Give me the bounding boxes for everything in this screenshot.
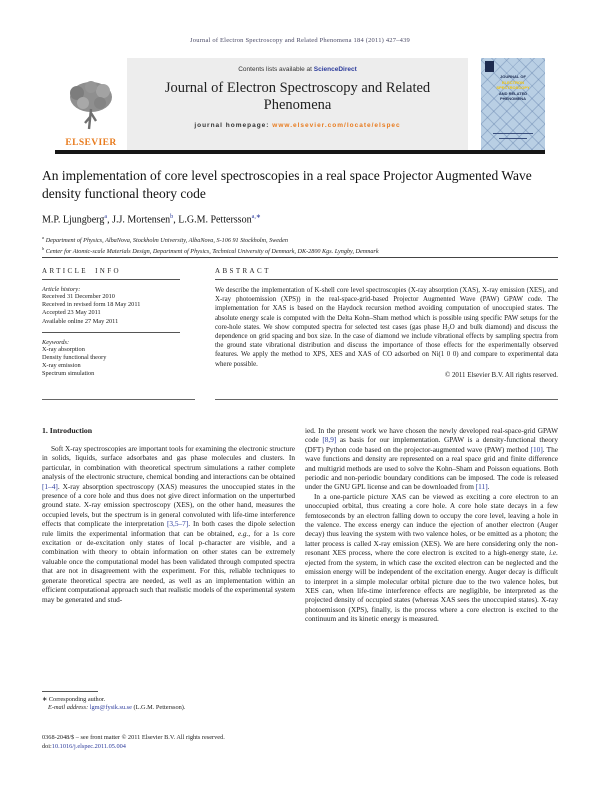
elsevier-tree-icon bbox=[65, 79, 117, 138]
cover-corner-decoration bbox=[485, 61, 494, 72]
text-segment: . X-ray absorption spectroscopy (XAS) measures the unoccupied states in the presence of a core hole and thus does not give direct information on the unperturbed ground state. X-ray emission spectroscopy (XES), on the other hand, measures the occupied levels, but the spectrum is in general convoluted with life-time interference effects that complicate the interpretation bbox=[42, 481, 295, 529]
affiliation bbox=[42, 245, 558, 256]
history-item: Accepted 23 May 2011 bbox=[42, 309, 101, 317]
abstract-heading: ABSTRACT bbox=[215, 267, 271, 275]
masthead-banner bbox=[127, 58, 468, 150]
body-column-right bbox=[305, 426, 558, 684]
doi-link[interactable]: 10.1016/j.elspec.2011.05.004 bbox=[51, 742, 126, 750]
corresponding-author-note bbox=[42, 691, 295, 713]
article-history-label: Article history: bbox=[42, 286, 81, 293]
issn-copyright-line: 0368-2048/$ – see front matter © 2011 Elsevier B.V. All rights reserved. bbox=[42, 734, 225, 741]
keyword-item: Density functional theory bbox=[42, 354, 107, 362]
text-segment: Department of Physics, AlbaNova, Stockholm University, AlbaNova, S-106 91 Stockholm, Sweden bbox=[44, 237, 288, 245]
keyword-item: X-ray absorption bbox=[42, 345, 85, 353]
doi-line bbox=[42, 743, 392, 752]
text-segment: a bbox=[42, 235, 45, 240]
text-segment: b bbox=[42, 246, 45, 252]
journal-homepage-line bbox=[127, 122, 468, 129]
corresponding-author-line: ∗ Corresponding author. bbox=[42, 696, 106, 703]
text-segment: i.e. bbox=[549, 548, 558, 558]
text-segment: Contents lists available at bbox=[238, 66, 314, 73]
journal-cover-thumbnail bbox=[481, 58, 545, 150]
running-head: Journal of Electron Spectroscopy and Related Phenomena 184 (2011) 427–439 bbox=[190, 37, 410, 44]
citation-link[interactable]: [3,5–7] bbox=[166, 519, 189, 529]
history-item: Received 31 December 2010 bbox=[42, 293, 115, 300]
text-segment: e.g. bbox=[237, 528, 249, 538]
text-segment: , J.J. Mortensen bbox=[107, 214, 171, 226]
cover-title bbox=[481, 74, 545, 102]
authors-line bbox=[42, 213, 558, 225]
keyword-item: X-ray emission bbox=[42, 362, 81, 370]
text-segment: . In both cases the dipole selection rule limits the experimental information that can be obtained, bbox=[42, 519, 295, 538]
footnote-divider bbox=[42, 691, 98, 692]
text-segment: a,∗ bbox=[251, 213, 262, 220]
text-segment: In a one-particle picture XAS can be viewed as exciting a core electron to an unoccupied orbital, thus creating a core hole. A core hole state decays in a few femtoseconds by an electron falling down to occupy the core level, leaving a hole in the valence. The excess energy can induce the ejection of another electron (Auger decay) thus leaving the system with two valence holes, or be emitted as a photon; the latter process is called X-ray emission (XES). We are here considering only the non-resonant XES process, where the core electron is excited to a high-energy state, bbox=[305, 491, 558, 558]
contents-available-line bbox=[127, 66, 468, 73]
body-paragraph bbox=[42, 444, 295, 604]
text-segment: Center for Atomic-scale Materials Design, Department of Physics, Technical University of Denmark, DK-2800 Kgs. Lyngby, Denmark bbox=[44, 248, 379, 256]
elsevier-logo bbox=[55, 58, 127, 150]
text-segment: , L.G.M. Pettersson bbox=[173, 214, 252, 226]
abstract-column bbox=[215, 258, 558, 400]
info-abstract-section bbox=[42, 257, 558, 400]
body-paragraph bbox=[305, 426, 558, 492]
text-segment: M.P. Ljungberg bbox=[42, 214, 105, 226]
text-segment: journal homepage: bbox=[194, 122, 273, 129]
journal-title: Journal of Electron Spectroscopy and Related Phenomena bbox=[164, 80, 431, 113]
keywords-label: Keywords: bbox=[42, 338, 70, 346]
text-segment: . The wave functions and density are represented on a real space grid and finite difference and multigrid methods are used to solve the Kohn–Sham and Poisson equations. Both periodic and non-periodic boundary conditions can be imposed. The code is released under the GNU GPL license and can be downloaded from bbox=[305, 444, 558, 492]
cover-title-line: SPECTROSCOPY bbox=[496, 85, 530, 90]
cover-footer-line bbox=[493, 133, 533, 134]
body-text-section bbox=[42, 426, 558, 684]
abstract-text: We describe the implementation of K-shell core level spectroscopies (X-ray absorption (XAS), X-ray emission (XES), and X-ray photoemission (XPS)) in the real-space-grid-based Projector Augmented Wave (PAW) GPAW code. The implementation for XAS is based on the Haydock recursion method avoiding computation of unoccupied states. The absolute energy scale is computed with the Delta Kohn–Sham method which is possible using specific PAW setups for the core-hole states. We show computed spectra for selected test cases (gas phase H₂O and bulk diamond) and discuss the dependence on grid spacing and box size. In the case of diamond we include vibrational effects by sampling spectra from the ground state vibrational distribution and discuss the importance of those effects for the experimentally observed features. We apply the method to XPS, XES and XAS of CO adsorbed on Ni(1 0 0) and compare to experimental data where possible. bbox=[215, 287, 558, 368]
cover-title-line: JOURNAL OF bbox=[500, 74, 526, 79]
text-segment: . bbox=[487, 482, 490, 492]
affiliations bbox=[42, 234, 558, 257]
body-paragraph bbox=[305, 492, 558, 624]
divider bbox=[215, 279, 558, 280]
masthead-divider-bar bbox=[55, 150, 545, 154]
copyright-notice: © 2011 Elsevier B.V. All rights reserved. bbox=[445, 371, 558, 379]
sciencedirect-link[interactable]: ScienceDirect bbox=[313, 66, 357, 73]
cover-title-line: ELECTRON bbox=[502, 79, 524, 85]
text-segment: ejected from the system, in which case the excited electron can be neglected and the emission energy will be independent of the excitation energy. Auger decay is difficult to interpret in a simple molecular orbital picture due to the two valence holes, but XES can, when life-time interference effects are negligible, be interpreted as the projected density of occupied states (whereas XAS sees the unoccupied states). X-ray photoemisson (XPS), finally, is the process where a core electron is excited to the continuum and its kinetic energy is measured. bbox=[305, 557, 558, 624]
journal-footer bbox=[42, 734, 392, 751]
email-address-line bbox=[42, 704, 295, 712]
article-title: An implementation of core level spectroscopies in a real space Projector Augmented Wave density functional theory code bbox=[42, 168, 532, 201]
citation-link[interactable]: [10] bbox=[530, 444, 543, 454]
section-heading-introduction: 1. Introduction bbox=[42, 426, 93, 435]
cover-title-line: AND RELATED bbox=[498, 90, 528, 96]
affiliation bbox=[42, 234, 558, 245]
homepage-url-link[interactable]: www.elsevier.com/locate/elspec bbox=[272, 122, 401, 129]
article-info-heading: ARTICLE INFO bbox=[42, 267, 122, 275]
keyword-item: Spectrum simulation bbox=[42, 370, 95, 378]
text-segment: ied. In the present work we have chosen the newly developed real-space-grid GPAW code bbox=[305, 426, 558, 445]
cover-footer-line bbox=[499, 138, 527, 139]
body-column-left bbox=[42, 426, 295, 684]
masthead bbox=[55, 58, 545, 150]
text-segment: as basis for our implementation. GPAW is a density-functional theory (DFT) Python code based on the projector-augmented wave (PAW) method bbox=[305, 435, 558, 454]
article-info-column bbox=[42, 258, 195, 400]
divider bbox=[42, 279, 180, 280]
text-segment: E-mail address: bbox=[48, 704, 90, 712]
text-segment: , for a 1s core excitation or de-excitation only states of local p-character are visible, and a combination with theory to obtain information on other states can be extremely valuable once the computational model has been validated through computed spectra that are not in disagreement with the experiment. For this, reliable techniques to generate theoretical spectra are needed, as well as an implementation within an efficient computational approach such that realistic models of the experimental system may be generated and stud- bbox=[42, 528, 295, 604]
text-segment: doi: bbox=[42, 742, 52, 750]
citation-link[interactable]: [11] bbox=[475, 482, 488, 492]
divider bbox=[42, 332, 180, 333]
history-item: Available online 27 May 2011 bbox=[42, 317, 119, 325]
text-segment: Soft X-ray spectroscopies are important tools for examining the electronic structure in solids, liquids, surface adsorbates and gas phase molecules and clusters. In particular, in combination with theoretical spectrum simulations a rather complete analysis of the electronic structure, chemical bonding and interactions can be obtained bbox=[42, 444, 295, 482]
citation-link[interactable]: [1–4] bbox=[42, 481, 58, 491]
citation-link[interactable]: [8,9] bbox=[322, 435, 337, 445]
text-segment: a bbox=[104, 213, 108, 220]
text-segment: (L.G.M. Pettersson). bbox=[131, 704, 186, 712]
cover-title-line: PHENOMENA bbox=[499, 96, 526, 101]
history-item: Received in revised form 18 May 2011 bbox=[42, 301, 141, 309]
email-link[interactable]: lgm@fysik.su.se bbox=[89, 704, 132, 712]
text-segment: b bbox=[170, 213, 174, 220]
elsevier-wordmark: ELSEVIER bbox=[65, 138, 117, 148]
